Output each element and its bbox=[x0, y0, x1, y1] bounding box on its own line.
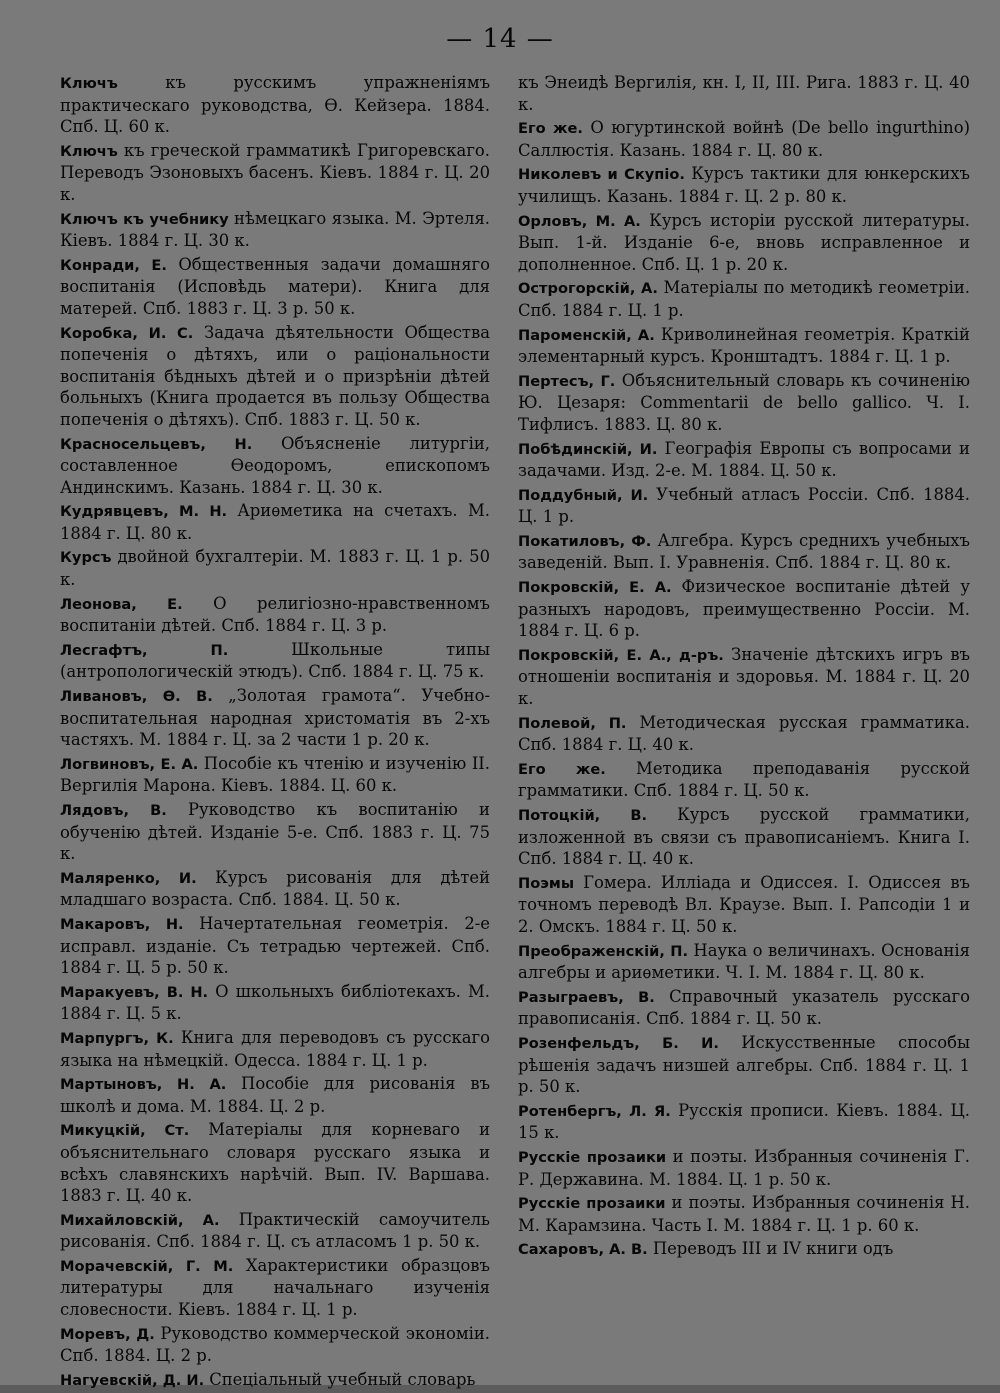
entry-text: Объясненіе литургіи, составленное Ѳеодоромъ, епископомъ Андинскимъ. Казань. 1884 г. Ц. 30 к. bbox=[60, 433, 490, 497]
page-number: — 14 — bbox=[446, 24, 554, 54]
bibliography-entry bbox=[518, 1100, 970, 1144]
entry-author: Мартыновъ, Н. А. bbox=[60, 1076, 227, 1094]
entry-author: Ротенбергъ, Л. Я. bbox=[518, 1102, 671, 1120]
entry-text: Общественныя задачи домашняго воспитанія (Исповѣдь матери). Книга для матерей. Спб. 1883 г. Ц. 3 р. 50 к. bbox=[60, 254, 490, 318]
bibliography-entry bbox=[518, 117, 970, 161]
entry-author: Морачевскій, Г. М. bbox=[60, 1257, 234, 1275]
entry-text: Матеріалы по методикѣ геометріи. Спб. 1884 г. Ц. 1 р. bbox=[518, 278, 970, 320]
entry-author: Ключъ bbox=[60, 75, 118, 92]
entry-text: О югуртинской войнѣ (De bello ingurthino) Саллюстія. Казань. 1884 г. Ц. 80 к. bbox=[518, 118, 970, 160]
right-column bbox=[518, 72, 970, 1263]
bibliography-entry bbox=[60, 1255, 490, 1321]
bibliography-entry bbox=[518, 758, 970, 802]
bibliography-entry bbox=[60, 1073, 490, 1117]
bibliography-entry bbox=[60, 1209, 490, 1253]
entry-author: Маракуевъ, В. Н. bbox=[60, 983, 209, 1001]
entry-text: Значеніе дѣтскихъ игръ въ отношеніи воспитанія и здоровья. М. 1884 г. Ц. 20 к. bbox=[518, 644, 970, 709]
entry-text: Физическое воспитаніе дѣтей у разныхъ народовъ, преимущественно Россіи. М. 1884 г. Ц. 6 р. bbox=[518, 577, 970, 641]
entry-text: Географія Европы съ вопросами и задачами. Изд. 2-е. М. 1884. Ц. 50 к. bbox=[518, 438, 970, 481]
entry-text: Начертательная геометрія. 2-е исправл. изданіе. Съ тетрадью чертежей. Спб. 1884 г. Ц. 5 р. 50 к. bbox=[60, 913, 490, 978]
bibliography-entry bbox=[518, 940, 970, 984]
bibliography-entry bbox=[60, 1119, 490, 1206]
entry-author: Михайловскій, А. bbox=[60, 1211, 220, 1229]
bibliography-entry bbox=[60, 753, 490, 797]
bibliography-entry bbox=[518, 576, 970, 642]
entry-author: Ключъ къ учебнику bbox=[60, 210, 229, 228]
entry-author: Лесгафтъ, П. bbox=[60, 641, 229, 659]
bibliography-entry bbox=[518, 804, 970, 870]
entry-author: Покровскій, Е. А., д-ръ. bbox=[518, 646, 724, 664]
entry-text: Спеціальный учебный словарь bbox=[209, 1369, 476, 1389]
bibliography-entry bbox=[60, 433, 490, 499]
entry-author: Микуцкій, Ст. bbox=[60, 1122, 190, 1140]
entry-author: Покровскій, Е. А. bbox=[518, 579, 672, 597]
entry-text: Руководство къ воспитанію и обученію дѣтей. Изданіе 5-е. Спб. 1883 г. Ц. 75 к. bbox=[60, 800, 490, 864]
bibliography-entry bbox=[518, 712, 970, 756]
bibliography-entry bbox=[60, 1323, 490, 1367]
entry-text: Курсъ исторіи русской литературы. Вып. 1-й. Изданіе 6-е, вновь исправленное и дополненное. Спб. Ц. 1 р. 20 к. bbox=[518, 210, 970, 274]
bibliography-entry bbox=[518, 163, 970, 207]
entry-text: и поэты. Избранныя сочиненія Г. Р. Державина. М. 1884. Ц. 1 р. 50 к. bbox=[518, 1146, 970, 1189]
entry-author: Покатиловъ, Ф. bbox=[518, 532, 652, 550]
entry-text: О школьныхъ библіотекахъ. М. 1884 г. Ц. 5 к. bbox=[60, 981, 490, 1024]
entry-text: Объяснительный словарь къ сочиненію Ю. Цезаря: Commentarii de bello gallico. Ч. I. Тифлисъ. 1883. Ц. 80 к. bbox=[518, 370, 970, 434]
entry-author: Поэмы bbox=[518, 874, 575, 892]
bibliography-entry bbox=[60, 208, 490, 252]
entry-text: Гомера. Илліада и Одиссея. I. Одиссея въ точномъ переводѣ Вл. Краузе. Вып. I. Рапсодіи 1 и 2. Омскъ. 1884 г. Ц. 50 к. bbox=[518, 872, 970, 936]
entry-text: Справочный указатель русскаго правописанія. Спб. 1884 г. Ц. 50 к. bbox=[518, 986, 970, 1029]
bibliography-entry bbox=[518, 210, 970, 276]
bibliography-entry bbox=[60, 867, 490, 911]
entry-text: нѣмецкаго языка. М. Эртеля. Кіевъ. 1884 г. Ц. 30 к. bbox=[60, 208, 490, 251]
entry-author: Логвиновъ, Е. А. bbox=[60, 755, 199, 773]
entry-author: Курсъ bbox=[60, 549, 112, 567]
entry-text: Руководство коммерческой экономіи. Спб. 1884. Ц. 2 р. bbox=[60, 1323, 490, 1366]
bibliography-entry bbox=[60, 140, 490, 206]
entry-author: Пароменскій, А. bbox=[518, 326, 655, 344]
entry-author: Николевъ и Скупіо. bbox=[518, 166, 685, 184]
entry-text: О религіозно-нравственномъ воспитаніи дѣтей. Спб. 1884 г. Ц. 3 р. bbox=[60, 593, 490, 636]
entry-text: Курсъ рисованія для дѣтей младшаго возраста. Спб. 1884. Ц. 50 к. bbox=[60, 867, 490, 910]
entry-author: Розенфельдъ, Б. И. bbox=[518, 1034, 719, 1052]
entry-author: Острогорскій, А. bbox=[518, 280, 658, 298]
entry-author: Ключъ bbox=[60, 142, 118, 160]
bibliography-entry bbox=[518, 1032, 970, 1098]
bibliography-entry bbox=[60, 500, 490, 544]
entry-author: Марпургъ, К. bbox=[60, 1029, 174, 1047]
entry-text: и поэты. Избранныя сочиненія Н. М. Карамзина. Часть I. М. 1884 г. Ц. 1 р. 60 к. bbox=[518, 1193, 970, 1235]
entry-author: Ливановъ, Ѳ. В. bbox=[60, 688, 213, 706]
entry-author: Маляренко, И. bbox=[60, 869, 197, 887]
entry-text: Ариѳметика на счетахъ. М. 1884 г. Ц. 80 к. bbox=[60, 501, 490, 543]
bibliography-entry bbox=[60, 254, 490, 320]
entry-author: Побѣдинскій, И. bbox=[518, 440, 658, 458]
bibliography-entry bbox=[518, 277, 970, 321]
entry-text: Курсъ русской грамматики, изложенной въ связи съ правописаніемъ. Книга I. Спб. 1884 г. Ц. 40 к. bbox=[518, 805, 970, 869]
bibliography-entry bbox=[518, 1192, 970, 1236]
bibliography-entry bbox=[518, 324, 970, 368]
bibliography-entry bbox=[60, 639, 490, 683]
bibliography-entry bbox=[60, 913, 490, 979]
bibliography-entry bbox=[518, 370, 970, 436]
entry-author: Его же. bbox=[518, 760, 606, 778]
entry-text: Переводъ III и IV книги одъ bbox=[652, 1239, 894, 1259]
bibliography-entry bbox=[518, 530, 970, 574]
entry-author: Коробка, И. С. bbox=[60, 324, 194, 342]
entry-author: Потоцкій, В. bbox=[518, 807, 647, 824]
entry-author: Пертесъ, Г. bbox=[518, 372, 616, 390]
entry-text: къ русскимъ упражненіямъ практическаго руководства, Ѳ. Кейзера. 1884. Спб. Ц. 60 к. bbox=[60, 73, 490, 137]
entry-author: Леонова, Е. bbox=[60, 595, 183, 613]
bibliography-entry bbox=[60, 1027, 490, 1071]
entry-text: Учебный атласъ Россіи. Спб. 1884. Ц. 1 р. bbox=[518, 484, 970, 527]
bibliography-entry bbox=[518, 438, 970, 482]
bibliography-entry bbox=[518, 1238, 970, 1261]
entry-text: Искусственные способы рѣшенія задачъ низшей алгебры. Спб. 1884 г. Ц. 1 р. 50 к. bbox=[518, 1032, 970, 1097]
entry-author: Преображенскій, П. bbox=[518, 942, 689, 960]
bibliography-entry bbox=[518, 1146, 970, 1190]
entry-author: Нагуевскій, Д. И. bbox=[60, 1371, 205, 1389]
entry-author: Поддубный, И. bbox=[518, 486, 649, 504]
entry-text: Задача дѣятельности Общества попеченія о дѣтяхъ, или о раціональности воспитанія бѣдныхъ дѣтей и о призрѣніи дѣтей больныхъ (Книга продается въ пользу Общества попеченія о дѣтяхъ). Спб. 1883 г. Ц. 50 к. bbox=[60, 322, 490, 429]
entry-author: Русскіе прозаики bbox=[518, 1148, 667, 1166]
entry-author: Сахаровъ, А. В. bbox=[518, 1241, 648, 1259]
entry-text: Практическій самоучитель рисованія. Спб. 1884 г. Ц. съ атласомъ 1 р. 50 к. bbox=[60, 1209, 490, 1252]
bibliography-entry bbox=[518, 72, 970, 115]
bibliography-entry bbox=[60, 685, 490, 751]
entry-text: Матеріалы для корневаго и объяснительнаго словаря русскаго языка и всѣхъ славянскихъ нарѣчій. Вып. IV. Варшава. 1883 г. Ц. 40 к. bbox=[60, 1120, 491, 1206]
entry-text: Школьные типы (антропологическій этюдъ). Спб. 1884 г. Ц. 75 к. bbox=[60, 639, 490, 682]
entry-text: къ греческой грамматикѣ Григоревскаго. Переводъ Эзоновыхъ басенъ. Кіевъ. 1884 г. Ц. 20 к. bbox=[60, 140, 490, 204]
bibliography-entry bbox=[60, 72, 490, 138]
entry-text: Алгебра. Курсъ среднихъ учебныхъ заведеній. Вып. I. Уравненія. Спб. 1884 г. Ц. 80 к. bbox=[518, 530, 970, 573]
entry-text: Курсъ тактики для юнкерскихъ училищъ. Казань. 1884 г. Ц. 2 р. 80 к. bbox=[518, 164, 970, 206]
bibliography-entry bbox=[60, 322, 490, 431]
entry-author: Макаровъ, Н. bbox=[60, 915, 184, 933]
bibliography-entry bbox=[518, 872, 970, 938]
entry-author: Красносельцевъ, Н. bbox=[60, 435, 253, 453]
entry-author: Его же. bbox=[518, 120, 583, 138]
bibliography-entry bbox=[60, 1369, 490, 1392]
entry-text: Криволинейная геометрія. Краткій элементарный курсъ. Кронштадтъ. 1884 г. Ц. 1 р. bbox=[518, 324, 970, 367]
entry-text: Методическая русская грамматика. Спб. 1884 г. Ц. 40 к. bbox=[518, 712, 970, 755]
entry-text: Методика преподаванія русской грамматики. Спб. 1884 г. Ц. 50 к. bbox=[518, 758, 970, 801]
bibliography-entry bbox=[60, 593, 490, 637]
bibliography-entry bbox=[518, 986, 970, 1030]
bibliography-entry bbox=[60, 981, 490, 1025]
entry-text: Характеристики образцовъ литературы для начальнаго изученія словесности. Кіевъ. 1884 г. Ц. 1 р. bbox=[60, 1255, 490, 1320]
entry-author: Разыграевъ, В. bbox=[518, 988, 655, 1006]
entry-text: Пособіе для рисованія въ школѣ и дома. М. 1884. Ц. 2 р. bbox=[60, 1074, 490, 1116]
entry-text: Книга для переводовъ съ русскаго языка на нѣмецкій. Одесса. 1884 г. Ц. 1 р. bbox=[60, 1027, 490, 1070]
entry-author: Конради, Е. bbox=[60, 256, 167, 274]
entry-author: Лядовъ, В. bbox=[60, 802, 167, 819]
entry-text: къ Энеидѣ Вергилія, кн. I, II, III. Рига. 1883 г. Ц. 40 к. bbox=[518, 73, 970, 114]
bibliography-entry bbox=[518, 484, 970, 528]
entry-author: Моревъ, Д. bbox=[60, 1325, 155, 1343]
entry-author: Кудрявцевъ, М. Н. bbox=[60, 503, 228, 521]
entry-text: Пособіе къ чтенію и изученію II. Вергилія Марона. Кіевъ. 1884. Ц. 60 к. bbox=[60, 753, 490, 796]
left-column bbox=[60, 72, 490, 1393]
entry-text: двойной бухгалтеріи. М. 1883 г. Ц. 1 р. 50 к. bbox=[60, 547, 490, 590]
entry-text: Русскія прописи. Кіевъ. 1884. Ц. 15 к. bbox=[518, 1100, 970, 1143]
bibliography-entry bbox=[60, 799, 490, 865]
entry-author: Орловъ, М. А. bbox=[518, 212, 641, 230]
entry-author: Русскіе прозаики bbox=[518, 1195, 666, 1213]
bibliography-entry bbox=[518, 644, 970, 710]
entry-text: Наука о величинахъ. Основанія алгебры и ариѳметики. Ч. I. М. 1884 г. Ц. 80 к. bbox=[518, 940, 970, 983]
entry-author: Полевой, П. bbox=[518, 714, 627, 732]
entry-text: „Золотая грамота“. Учебно-воспитательная народная христоматія въ 2-хъ частяхъ. М. 1884 г. Ц. за 2 части 1 р. 20 к. bbox=[60, 686, 490, 750]
bibliography-entry bbox=[60, 546, 490, 590]
